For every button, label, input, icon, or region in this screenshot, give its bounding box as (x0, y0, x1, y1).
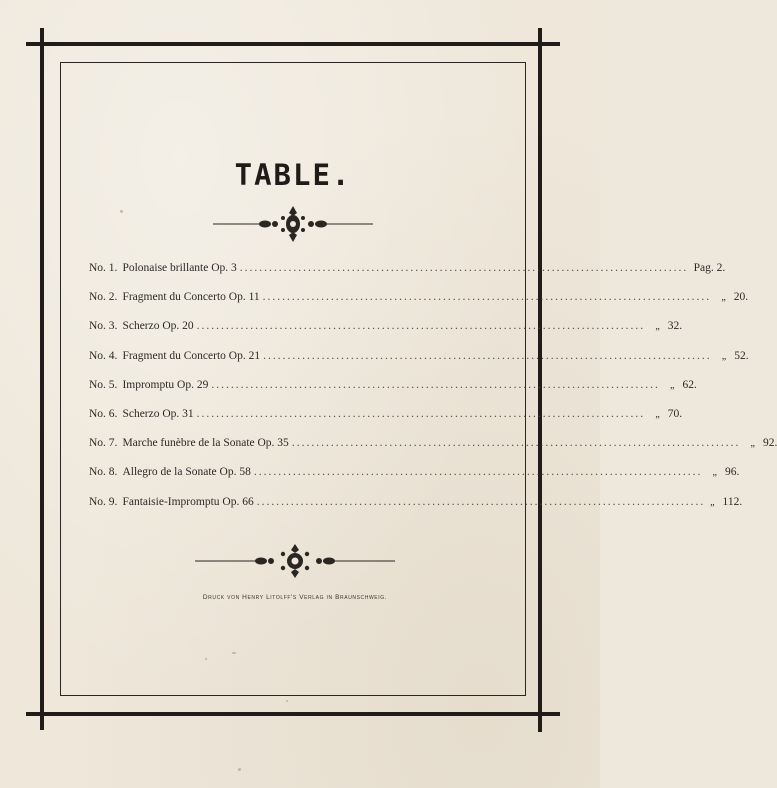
page-prefix: „ (655, 408, 660, 420)
entry-page (691, 262, 725, 274)
toc-entry (89, 407, 683, 437)
toc-entry (89, 291, 749, 320)
entry-number: No. 2. (89, 291, 118, 304)
entry-number: No. 8. (89, 466, 118, 479)
toc-entry (89, 466, 740, 495)
toc-entry (89, 378, 697, 408)
leader-dots: ............................................................................................ (211, 378, 660, 391)
toc-entry (89, 262, 726, 291)
entry-page (708, 496, 742, 508)
paper-speck (120, 210, 123, 213)
page-number: 92. (762, 437, 777, 450)
leader-dots: ............................................................................................ (262, 291, 712, 304)
paper-speck (238, 768, 241, 771)
entry-number: No. 5. (89, 378, 118, 391)
page-prefix: „ (670, 379, 675, 391)
page-number: 2. (716, 262, 726, 274)
leader-dots: ............................................................................................ (253, 466, 703, 479)
paper-speck (232, 652, 236, 654)
ornament-bottom-icon (195, 543, 395, 579)
entry-title: Fragment du Concerto Op. 21 (122, 349, 261, 362)
leader-dots: ............................................................................................ (196, 407, 646, 420)
entry-page (714, 291, 748, 303)
page-number: 96. (724, 466, 740, 479)
toc-entry (89, 349, 749, 379)
ornament-top-icon (213, 204, 373, 244)
page-prefix: „ (721, 292, 726, 304)
entry-number: No. 6. (89, 407, 118, 420)
page-prefix: „ (710, 496, 715, 508)
entry-page (715, 350, 749, 362)
toc-entry (89, 320, 683, 349)
page-prefix: „ (750, 438, 755, 450)
entry-title: Allegro de la Sonate Op. 58 (122, 466, 251, 479)
page-prefix: „ (655, 321, 660, 333)
entry-page (705, 466, 739, 478)
entry-number: No. 3. (89, 320, 118, 333)
page-number: 52. (734, 349, 749, 362)
entry-title: Marche funèbre de la Sonate Op. 35 (122, 437, 289, 450)
outer-rule-bottom (26, 712, 560, 716)
outer-rule-top (26, 42, 560, 46)
entry-title: Fragment du Concerto Op. 11 (122, 291, 260, 304)
entry-number: No. 1. (89, 262, 118, 274)
page-number: 70. (667, 407, 683, 420)
printer-imprint: Druck von Henry Litolff's Verlag in Braunschweig. (202, 594, 388, 601)
page-prefix: „ (712, 467, 717, 479)
page-number: 112. (722, 495, 743, 508)
entry-number: No. 7. (89, 437, 118, 450)
table-of-contents (89, 262, 777, 525)
leader-dots: ............................................................................................ (196, 320, 646, 333)
paper-speck (205, 658, 207, 660)
leader-dots: ............................................................................................ (291, 437, 741, 450)
outer-rule-left (40, 28, 44, 730)
toc-entry (89, 495, 743, 525)
page-prefix: Pag. (693, 262, 714, 274)
entry-title: Impromptu Op. 29 (122, 378, 209, 391)
entry-number: No. 4. (89, 349, 118, 362)
page-number: 20. (733, 291, 749, 304)
page-prefix: „ (721, 350, 727, 362)
entry-page (648, 320, 682, 332)
entry-page (743, 437, 777, 449)
entry-title: Fantaisie-Impromptu Op. 66 (122, 495, 254, 508)
entry-title: Scherzo Op. 31 (122, 407, 194, 420)
entry-page (663, 379, 697, 391)
entry-page (648, 408, 682, 420)
entry-title: Polonaise brillante Op. 3 (122, 262, 237, 274)
paper-speck (286, 700, 288, 702)
leader-dots: ............................................................................................ (263, 349, 712, 362)
page-title: TABLE. (234, 158, 352, 192)
entry-number: No. 9. (89, 495, 118, 508)
leader-dots: ............................................................................................ (239, 262, 689, 274)
leader-dots: ............................................................................................ (256, 495, 706, 508)
entry-title: Scherzo Op. 20 (122, 320, 194, 333)
page-number: 32. (667, 320, 683, 333)
page-number: 62. (682, 378, 697, 391)
toc-entry (89, 437, 777, 466)
